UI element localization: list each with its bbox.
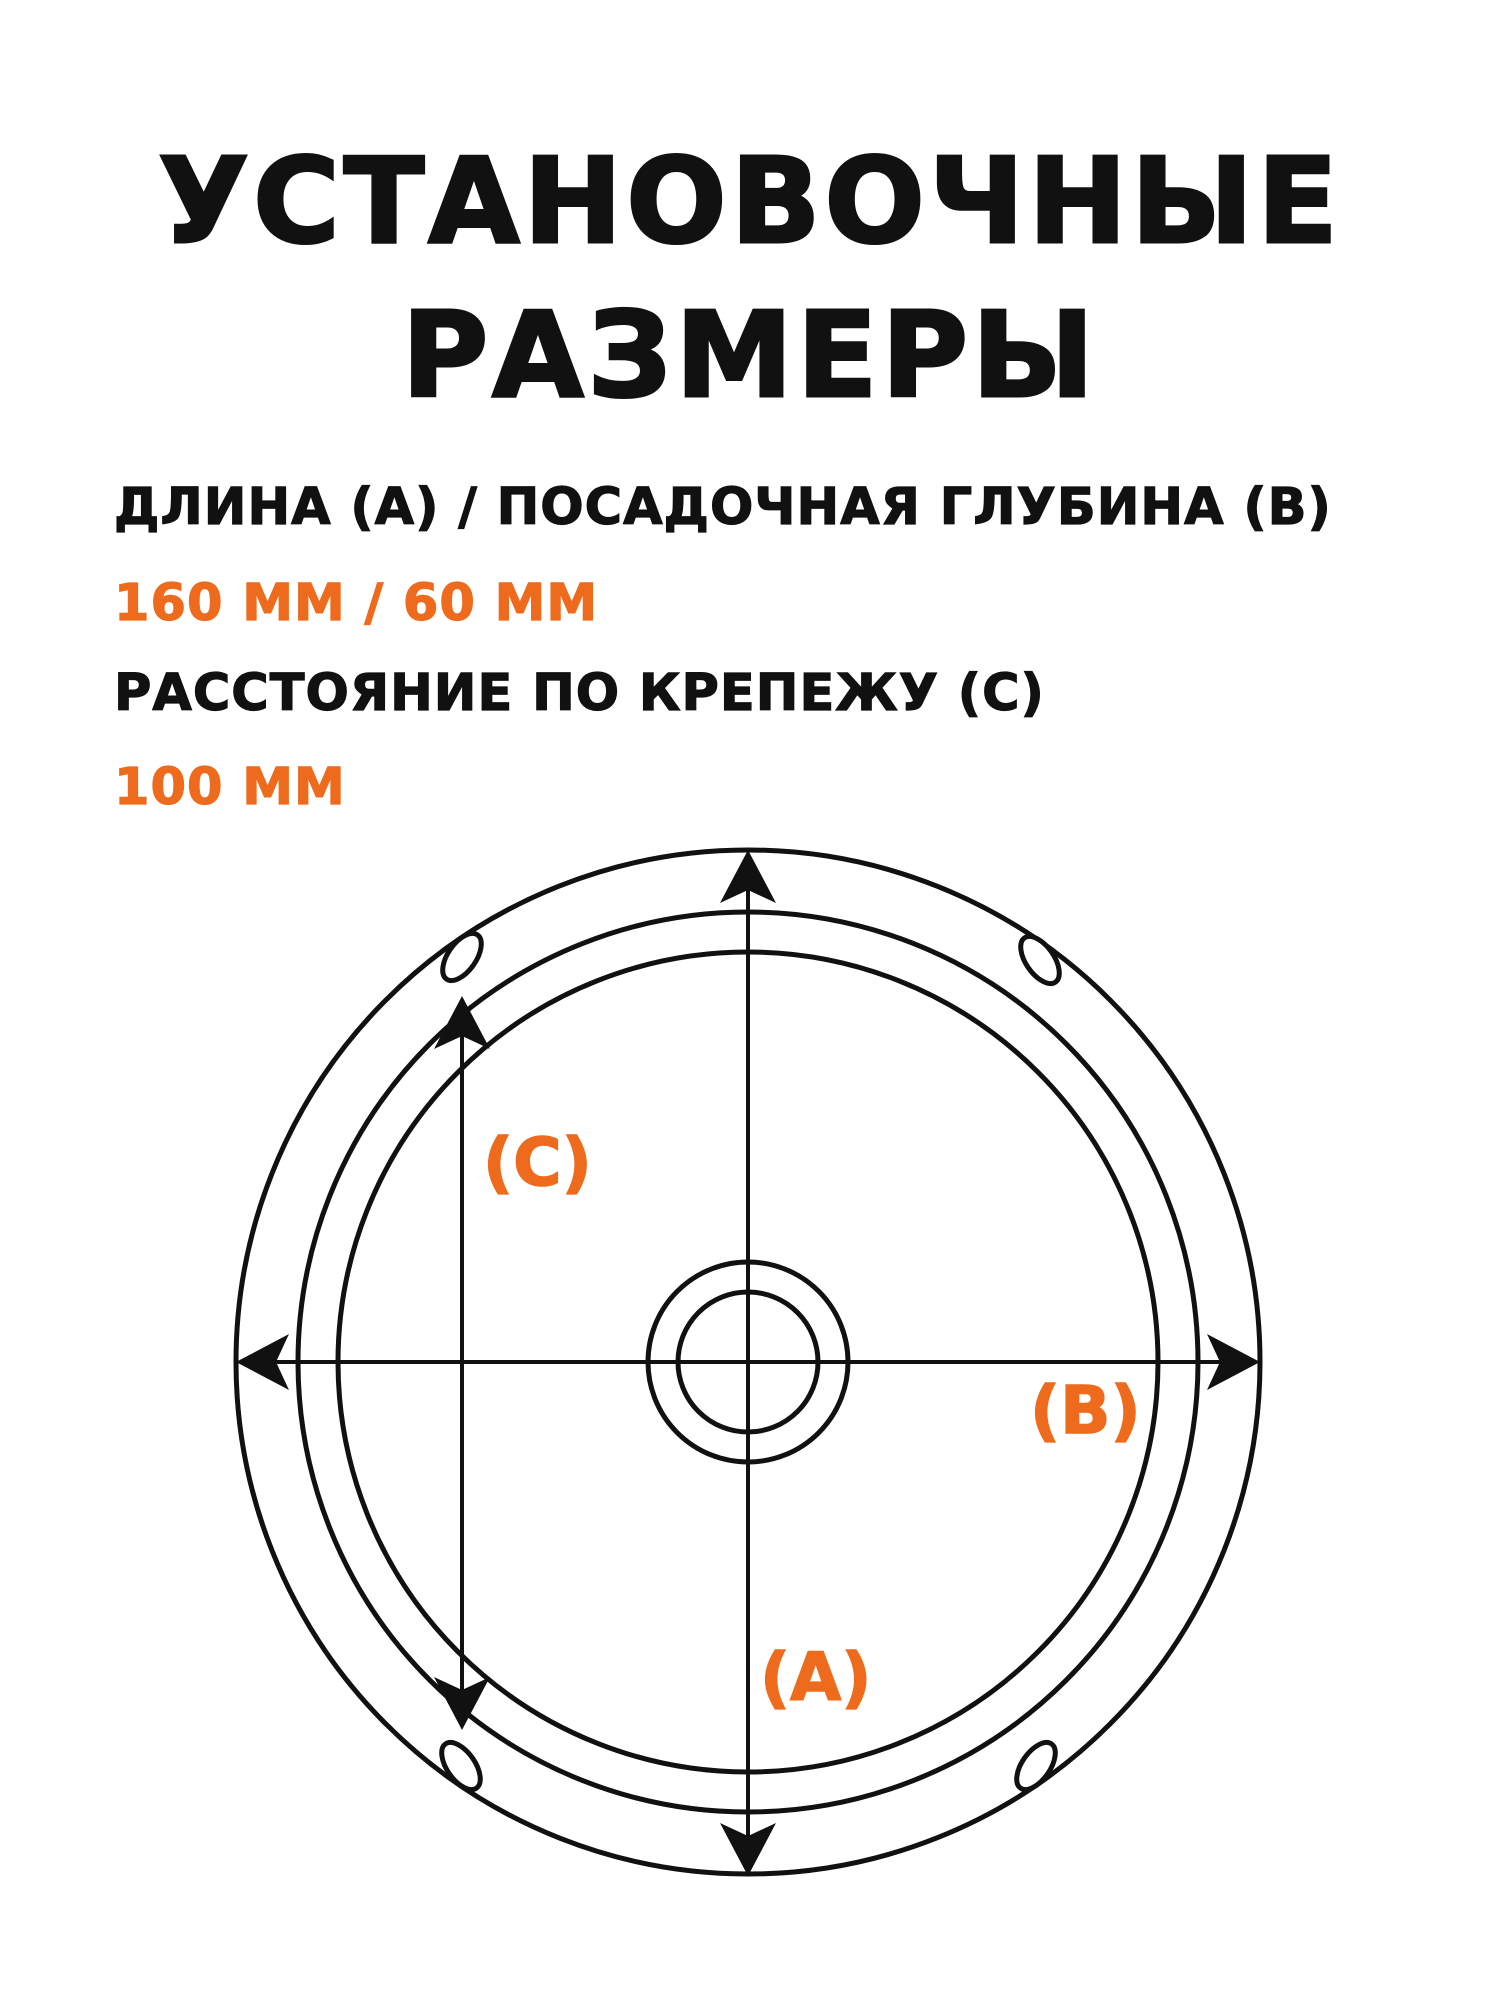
mounting-distance-label: РАССТОЯНИЕ ПО КРЕПЕЖУ (С) bbox=[114, 664, 1045, 723]
page-title-line-2: РАЗМЕРЫ bbox=[401, 286, 1099, 424]
mounting-hole-top-right bbox=[1013, 930, 1067, 990]
length-depth-value: 160 ММ / 60 ММ bbox=[114, 574, 599, 633]
dimension-label-c: (C) bbox=[483, 1124, 592, 1201]
mounting-hole-top-left bbox=[435, 927, 489, 987]
dimension-label-a: (A) bbox=[760, 1639, 872, 1716]
dimension-lines bbox=[270, 870, 1226, 1858]
length-depth-label: ДЛИНА (А) / ПОСАДОЧНАЯ ГЛУБИНА (В) bbox=[114, 478, 1332, 537]
page-title-line-1: УСТАНОВОЧНЫЕ bbox=[158, 132, 1342, 270]
mounting-hole-bottom-right bbox=[1009, 1736, 1063, 1796]
mounting-distance-value: 100 ММ bbox=[114, 758, 346, 817]
dimension-label-b: (B) bbox=[1030, 1372, 1141, 1449]
mounting-hole-bottom-left bbox=[434, 1736, 488, 1796]
